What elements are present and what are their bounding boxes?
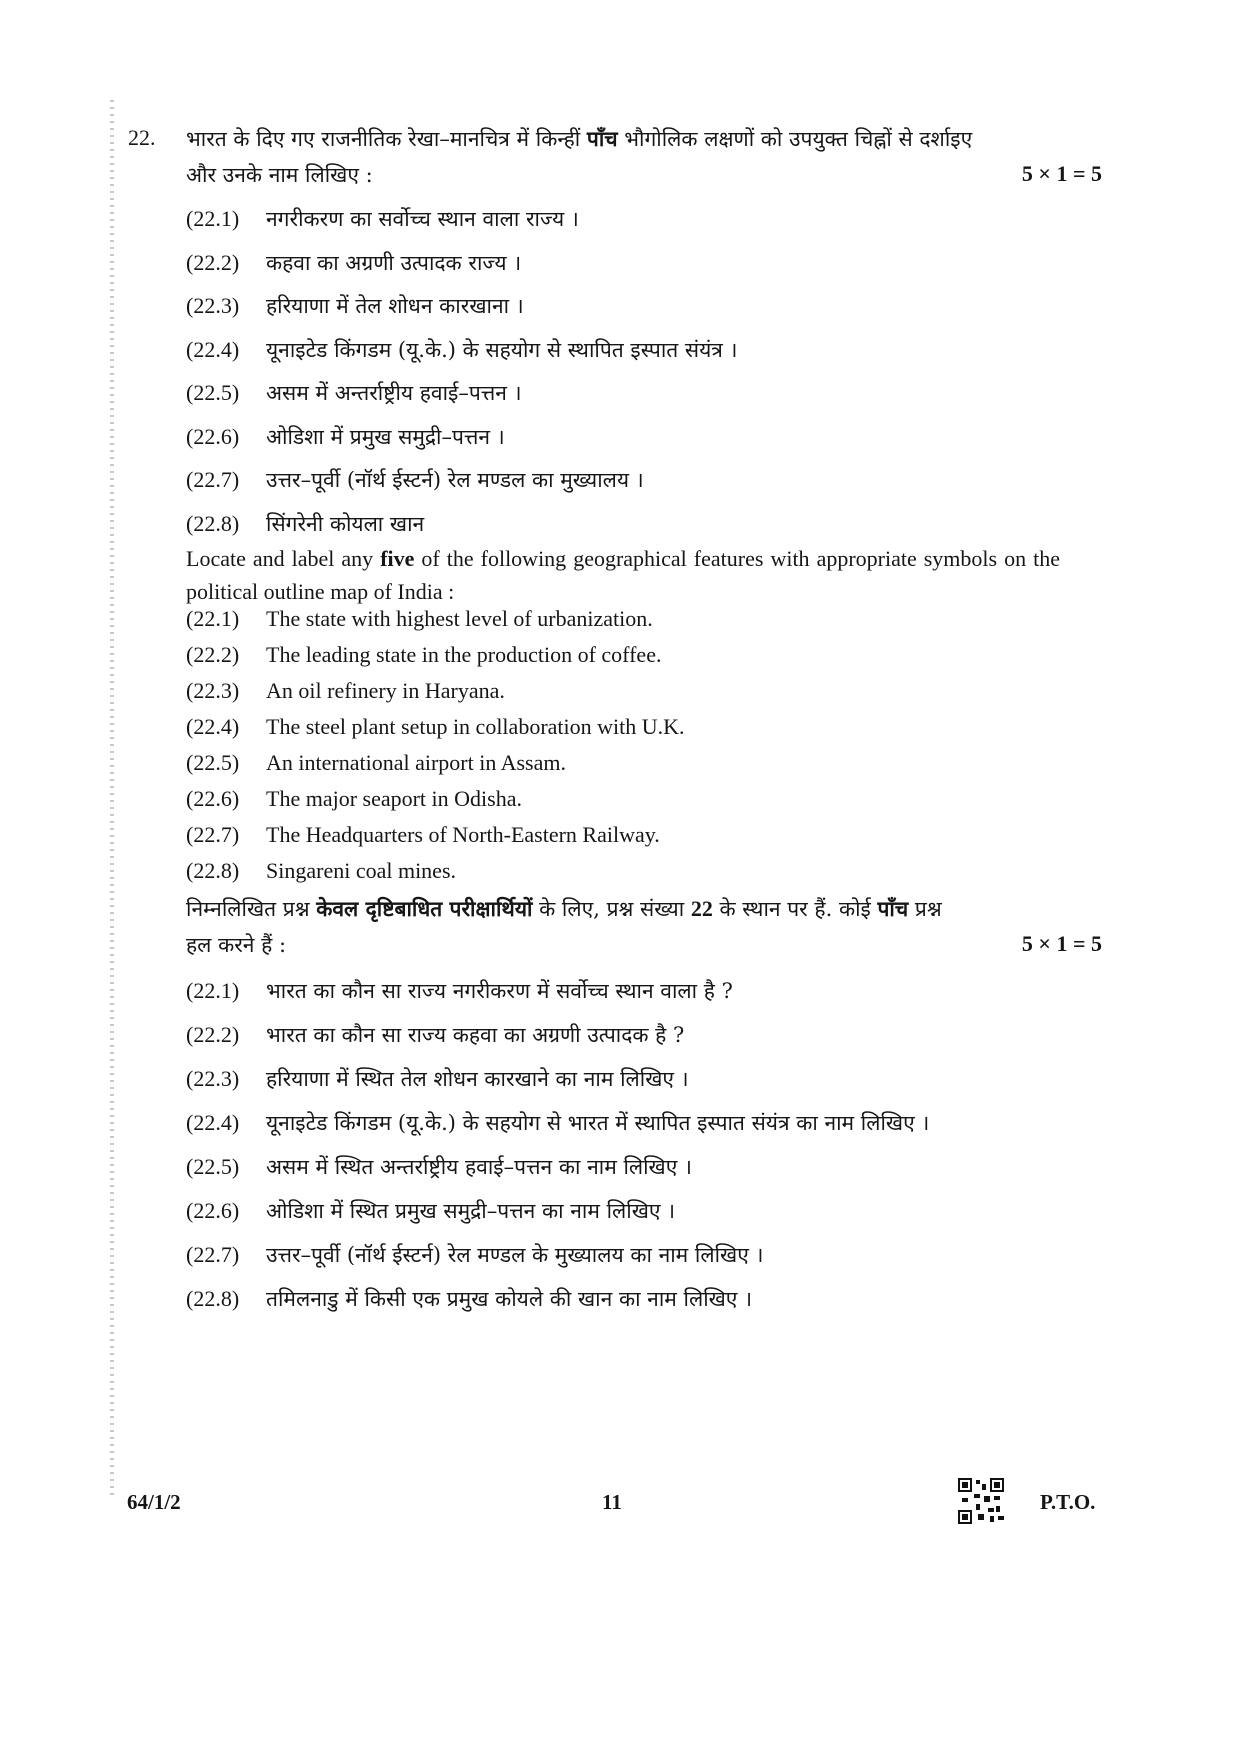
- hindi-intro-bold: पाँच: [586, 126, 618, 151]
- item-text: हरियाणा में तेल शोधन कारखाना ।: [266, 294, 524, 318]
- item-number: (22.4): [186, 714, 240, 739]
- item-text: यूनाइटेड किंगडम (यू.के.) के सहयोग से भारत में स्थापित इस्पात संयंत्र का नाम लिखिए ।: [266, 1111, 930, 1135]
- english-intro-text: Locate and label any: [186, 546, 381, 571]
- item-number: (22.2): [186, 1022, 240, 1047]
- item-text: भारत का कौन सा राज्य नगरीकरण में सर्वोच्च स्थान वाला है ?: [266, 979, 733, 1003]
- item-text: भारत का कौन सा राज्य कहवा का अग्रणी उत्पादक है ?: [266, 1023, 685, 1047]
- vi-intro-line2: हल करने हैं :: [186, 933, 287, 957]
- vi-intro-text-end: प्रश्न: [908, 897, 942, 921]
- item-text: An oil refinery in Haryana.: [266, 678, 505, 703]
- qr-code-icon: [958, 1478, 1004, 1524]
- english-list-item: [186, 606, 653, 632]
- english-intro-text-end: of the following geographical features with appropriate symbols on the political outline map of India :: [186, 546, 1060, 604]
- english-list-item: [186, 786, 522, 812]
- english-list-item: [186, 714, 685, 740]
- item-text: नगरीकरण का सर्वोच्च स्थान वाला राज्य ।: [266, 207, 579, 231]
- english-list-item: [186, 642, 661, 668]
- hindi-list-item: [186, 249, 521, 277]
- vi-list-item: [186, 1109, 929, 1137]
- english-intro-paragraph: [186, 542, 1060, 608]
- item-number: (22.5): [186, 1154, 240, 1179]
- item-text: यूनाइटेड किंगडम (यू.के.) के सहयोग से स्थापित इस्पात संयंत्र ।: [266, 337, 738, 362]
- item-text: The major seaport in Odisha.: [266, 786, 522, 811]
- item-number: (22.2): [186, 642, 240, 667]
- item-number: (22.1): [186, 978, 240, 1003]
- hindi-intro-line1: [186, 125, 972, 153]
- hindi-list-item: [186, 292, 524, 320]
- hindi-list-item: [186, 510, 424, 538]
- item-number: (22.4): [186, 1110, 240, 1135]
- english-list-item: [186, 822, 660, 848]
- item-number: (22.5): [186, 380, 240, 405]
- hindi-intro-text: भारत के दिए गए राजनीतिक रेखा–मानचित्र में किन्हीं: [186, 127, 587, 151]
- marks-label: 5 × 1 = 5: [1021, 161, 1102, 186]
- vi-list-item: [186, 1197, 675, 1225]
- english-list-item: [186, 750, 566, 776]
- item-text: असम में स्थित अन्तर्राष्ट्रीय हवाई–पत्तन का नाम लिखिए ।: [266, 1155, 692, 1179]
- english-list-item: [186, 678, 505, 704]
- item-number: (22.7): [186, 467, 240, 492]
- item-text: The state with highest level of urbanization.: [266, 606, 653, 631]
- item-text: The Headquarters of North-Eastern Railway.: [266, 822, 660, 847]
- item-number: (22.6): [186, 1198, 240, 1223]
- item-text: ओडिशा में स्थित प्रमुख समुद्री–पत्तन का नाम लिखिए ।: [266, 1199, 676, 1223]
- vi-intro-bold2: पाँच: [877, 896, 909, 921]
- item-number: (22.4): [186, 336, 240, 362]
- vi-intro-text: निम्नलिखित प्रश्न: [186, 897, 317, 921]
- english-intro-bold: five: [380, 546, 415, 571]
- hindi-list-item: [186, 466, 644, 494]
- hindi-list-item: [186, 205, 579, 233]
- hindi-list-item: [186, 423, 505, 451]
- vi-list-item: [186, 977, 733, 1005]
- item-number: (22.6): [186, 786, 240, 811]
- vi-intro-line1: [186, 895, 942, 923]
- item-text: तमिलनाडु में किसी एक प्रमुख कोयले की खान का नाम लिखिए ।: [266, 1287, 753, 1311]
- item-number: (22.8): [186, 858, 240, 883]
- hindi-intro-line2: और उनके नाम लिखिए :: [186, 163, 373, 187]
- hindi-intro-text-end: भौगोलिक लक्षणों को उपयुक्त चिह्नों से दर्शाइए: [617, 127, 973, 151]
- item-text: असम में अन्तर्राष्ट्रीय हवाई–पत्तन ।: [266, 381, 522, 405]
- item-number: (22.1): [186, 206, 240, 231]
- hindi-list-item: [186, 336, 738, 364]
- item-number: (22.6): [186, 423, 240, 449]
- item-number: (22.7): [186, 822, 240, 847]
- paper-code: 64/1/2: [127, 1490, 181, 1514]
- english-item-list: [186, 606, 1102, 896]
- item-number: (22.8): [186, 510, 240, 536]
- item-number: (22.2): [186, 249, 240, 275]
- item-number: (22.5): [186, 750, 240, 775]
- item-text: The leading state in the production of coffee.: [266, 642, 662, 667]
- item-text: उत्तर–पूर्वी (नॉर्थ ईस्टर्न) रेल मण्डल के मुख्यालय का नाम लिखिए ।: [266, 1243, 764, 1267]
- item-text: हरियाणा में स्थित तेल शोधन कारखाने का नाम लिखिए ।: [266, 1067, 689, 1091]
- question-number: 22.: [128, 125, 156, 150]
- marks-label: 5 × 1 = 5: [1021, 931, 1102, 956]
- vi-list-item: [186, 1285, 752, 1313]
- vi-item-list: [186, 977, 1102, 1337]
- vi-intro-question-number: 22: [690, 896, 713, 921]
- item-text: ओडिशा में प्रमुख समुद्री–पत्तन ।: [266, 424, 505, 449]
- item-text: उत्तर–पूर्वी (नॉर्थ ईस्टर्न) रेल मण्डल का मुख्यालय ।: [266, 468, 644, 492]
- item-text: The steel plant setup in collaboration with U.K.: [266, 714, 685, 739]
- english-list-item: [186, 858, 456, 884]
- hindi-item-list: [186, 205, 1102, 535]
- vi-list-item: [186, 1065, 689, 1093]
- item-text: कहवा का अग्रणी उत्पादक राज्य ।: [266, 250, 522, 275]
- vi-intro-text-mid2: के स्थान पर हैं. कोई: [712, 897, 878, 921]
- pto-label: P.T.O.: [1040, 1490, 1096, 1514]
- item-number: (22.3): [186, 293, 240, 318]
- item-number: (22.3): [186, 1066, 240, 1091]
- item-number: (22.8): [186, 1286, 240, 1311]
- page-number: 11: [602, 1490, 622, 1514]
- vi-intro-bold: केवल दृष्टिबाधित परीक्षार्थियों: [316, 896, 533, 921]
- vi-list-item: [186, 1153, 692, 1181]
- item-text: सिंगरेनी कोयला खान: [266, 511, 425, 536]
- vi-list-item: [186, 1021, 684, 1049]
- vi-intro-text-mid: के लिए, प्रश्न संख्या: [532, 897, 691, 921]
- hindi-list-item: [186, 379, 522, 407]
- item-text: Singareni coal mines.: [266, 858, 457, 883]
- item-number: (22.7): [186, 1242, 240, 1267]
- vi-list-item: [186, 1241, 763, 1269]
- margin-security-strip: [110, 100, 114, 1500]
- item-number: (22.1): [186, 606, 240, 631]
- item-number: (22.3): [186, 678, 240, 703]
- item-text: An international airport in Assam.: [266, 750, 566, 775]
